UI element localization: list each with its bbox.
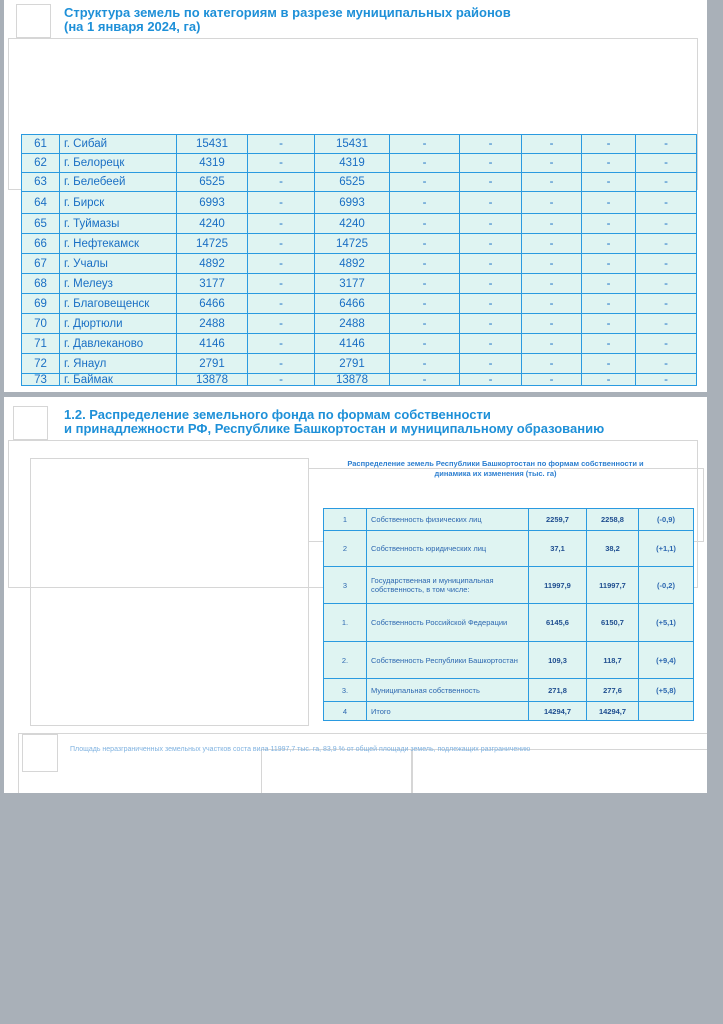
value-cell: - bbox=[460, 314, 522, 334]
value-cell: - bbox=[582, 374, 636, 386]
row-number: 71 bbox=[22, 334, 60, 354]
row-number: 72 bbox=[22, 354, 60, 374]
value-cell: 13878 bbox=[315, 374, 390, 386]
value-cell: - bbox=[460, 254, 522, 274]
value-cell: - bbox=[582, 354, 636, 374]
value-cell: - bbox=[390, 374, 460, 386]
value-prev: 2259,7 bbox=[529, 509, 587, 531]
value-prev: 14294,7 bbox=[529, 702, 587, 721]
ownership-label: Собственность юридических лиц bbox=[367, 531, 529, 567]
land-categories-table bbox=[21, 134, 697, 386]
value-cell: - bbox=[390, 135, 460, 154]
value-cell: - bbox=[460, 294, 522, 314]
change-value: (+1,1) bbox=[639, 531, 694, 567]
value-cell: - bbox=[248, 192, 315, 214]
value-cell: - bbox=[460, 274, 522, 294]
value-cell: - bbox=[248, 135, 315, 154]
row-number: 2 bbox=[324, 531, 367, 567]
value-cell: - bbox=[390, 274, 460, 294]
value-cell: - bbox=[636, 154, 697, 173]
change-value: (+9,4) bbox=[639, 642, 694, 679]
table-row bbox=[22, 314, 697, 334]
value-cell: - bbox=[582, 135, 636, 154]
value-cell: - bbox=[522, 154, 582, 173]
value-curr: 277,6 bbox=[587, 679, 639, 702]
ownership-label: Собственность физических лиц bbox=[367, 509, 529, 531]
value-cell: - bbox=[460, 192, 522, 214]
district-name: г. Давлеканово bbox=[60, 334, 177, 354]
value-cell: 15431 bbox=[177, 135, 248, 154]
ownership-label: Итого bbox=[367, 702, 529, 721]
value-cell: - bbox=[636, 294, 697, 314]
value-curr: 14294,7 bbox=[587, 702, 639, 721]
value-cell: - bbox=[248, 314, 315, 334]
value-cell: - bbox=[460, 334, 522, 354]
ownership-table-caption bbox=[327, 459, 664, 479]
slide-2-title-line1: 1.2. Распределение земельного фонда по формам собственности bbox=[64, 407, 491, 422]
district-name: г. Баймак bbox=[60, 374, 177, 386]
value-cell: - bbox=[248, 334, 315, 354]
table-row bbox=[324, 679, 694, 702]
corner-decor-square bbox=[22, 734, 58, 772]
slide-1-title-line1: Структура земель по категориям в разрезе муниципальных районов bbox=[64, 5, 511, 20]
table-row bbox=[22, 374, 697, 386]
table-row bbox=[22, 274, 697, 294]
table-row bbox=[22, 254, 697, 274]
value-curr: 2258,8 bbox=[587, 509, 639, 531]
value-cell: - bbox=[460, 214, 522, 234]
value-cell: 6466 bbox=[177, 294, 248, 314]
value-prev: 37,1 bbox=[529, 531, 587, 567]
footer-frame bbox=[261, 749, 413, 793]
caption-line2: динамика их изменения (тыс. га) bbox=[434, 469, 557, 478]
value-cell: - bbox=[636, 192, 697, 214]
value-cell: - bbox=[582, 173, 636, 192]
value-cell: - bbox=[582, 274, 636, 294]
table-row bbox=[22, 294, 697, 314]
value-cell: - bbox=[522, 274, 582, 294]
value-cell: - bbox=[522, 334, 582, 354]
value-cell: 6525 bbox=[315, 173, 390, 192]
slide-1 bbox=[4, 0, 707, 392]
value-cell: 2488 bbox=[177, 314, 248, 334]
value-cell: 4240 bbox=[315, 214, 390, 234]
value-cell: - bbox=[460, 354, 522, 374]
row-number: 4 bbox=[324, 702, 367, 721]
value-cell: 14725 bbox=[315, 234, 390, 254]
table-row bbox=[324, 509, 694, 531]
value-cell: 6993 bbox=[315, 192, 390, 214]
ownership-label: Муниципальная собственность bbox=[367, 679, 529, 702]
value-cell: - bbox=[582, 314, 636, 334]
value-cell: 6466 bbox=[315, 294, 390, 314]
ownership-label: Государственная и муниципальная собственность, в том числе: bbox=[367, 567, 529, 604]
value-cell: 13878 bbox=[177, 374, 248, 386]
value-cell: 4319 bbox=[177, 154, 248, 173]
value-cell: - bbox=[582, 192, 636, 214]
value-cell: - bbox=[522, 173, 582, 192]
value-cell: - bbox=[460, 234, 522, 254]
row-number: 65 bbox=[22, 214, 60, 234]
district-name: г. Нефтекамск bbox=[60, 234, 177, 254]
district-name: г. Белебеей bbox=[60, 173, 177, 192]
value-cell: - bbox=[636, 214, 697, 234]
value-cell: 3177 bbox=[177, 274, 248, 294]
value-cell: - bbox=[248, 154, 315, 173]
value-cell: - bbox=[522, 314, 582, 334]
value-cell: - bbox=[460, 135, 522, 154]
value-cell: - bbox=[522, 294, 582, 314]
value-cell: - bbox=[582, 334, 636, 354]
value-cell: 2791 bbox=[177, 354, 248, 374]
table-row bbox=[22, 234, 697, 254]
value-cell: 3177 bbox=[315, 274, 390, 294]
slide-2-title-line2: и принадлежности РФ, Республике Башкортостан и муниципальному образованию bbox=[64, 421, 605, 436]
change-value: (+5,1) bbox=[639, 604, 694, 642]
row-number: 67 bbox=[22, 254, 60, 274]
value-cell: 4892 bbox=[177, 254, 248, 274]
value-cell: - bbox=[522, 234, 582, 254]
caption-line1: Распределение земель Республики Башкортостан по формам собственности и bbox=[347, 459, 644, 468]
row-number: 73 bbox=[22, 374, 60, 386]
value-curr: 11997,7 bbox=[587, 567, 639, 604]
district-name: г. Туймазы bbox=[60, 214, 177, 234]
row-number: 69 bbox=[22, 294, 60, 314]
value-cell: - bbox=[248, 374, 315, 386]
value-cell: - bbox=[390, 234, 460, 254]
row-number: 68 bbox=[22, 274, 60, 294]
value-cell: - bbox=[248, 254, 315, 274]
value-cell: - bbox=[390, 173, 460, 192]
district-name: г. Белорецк bbox=[60, 154, 177, 173]
district-name: г. Учалы bbox=[60, 254, 177, 274]
change-value: (-0,2) bbox=[639, 567, 694, 604]
value-cell: - bbox=[390, 294, 460, 314]
value-cell: - bbox=[248, 173, 315, 192]
value-cell: 2791 bbox=[315, 354, 390, 374]
value-cell: - bbox=[460, 374, 522, 386]
change-value bbox=[639, 702, 694, 721]
value-cell: - bbox=[248, 354, 315, 374]
value-cell: 4146 bbox=[177, 334, 248, 354]
district-name: г. Дюртюли bbox=[60, 314, 177, 334]
value-cell: - bbox=[636, 173, 697, 192]
row-number: 64 bbox=[22, 192, 60, 214]
district-name: г. Сибай bbox=[60, 135, 177, 154]
value-prev: 271,8 bbox=[529, 679, 587, 702]
row-number: 3. bbox=[324, 679, 367, 702]
value-cell: 4319 bbox=[315, 154, 390, 173]
corner-decor-square bbox=[16, 4, 51, 38]
value-cell: - bbox=[522, 254, 582, 274]
table-row bbox=[324, 642, 694, 679]
change-value: (+5,8) bbox=[639, 679, 694, 702]
table-row bbox=[22, 135, 697, 154]
row-number: 62 bbox=[22, 154, 60, 173]
slide-2-title bbox=[64, 408, 604, 436]
table-row bbox=[22, 214, 697, 234]
value-cell: 4240 bbox=[177, 214, 248, 234]
row-number: 70 bbox=[22, 314, 60, 334]
value-cell: - bbox=[248, 274, 315, 294]
corner-decor-square bbox=[13, 406, 48, 440]
row-number: 66 bbox=[22, 234, 60, 254]
value-cell: - bbox=[582, 254, 636, 274]
value-cell: - bbox=[522, 214, 582, 234]
value-cell: 2488 bbox=[315, 314, 390, 334]
value-cell: - bbox=[636, 314, 697, 334]
value-cell: - bbox=[390, 314, 460, 334]
row-number: 3 bbox=[324, 567, 367, 604]
table-row bbox=[22, 173, 697, 192]
table-row bbox=[324, 567, 694, 604]
value-cell: - bbox=[636, 234, 697, 254]
district-name: г. Благовещенск bbox=[60, 294, 177, 314]
value-cell: - bbox=[582, 214, 636, 234]
slide-1-title-line2: (на 1 января 2024, га) bbox=[64, 19, 201, 34]
district-name: г. Мелеуз bbox=[60, 274, 177, 294]
value-cell: - bbox=[248, 214, 315, 234]
value-cell: - bbox=[636, 254, 697, 274]
value-cell: - bbox=[636, 354, 697, 374]
value-cell: - bbox=[522, 374, 582, 386]
ownership-label: Собственность Российской Федерации bbox=[367, 604, 529, 642]
change-value: (-0,9) bbox=[639, 509, 694, 531]
value-curr: 118,7 bbox=[587, 642, 639, 679]
row-number: 61 bbox=[22, 135, 60, 154]
value-curr: 38,2 bbox=[587, 531, 639, 567]
value-cell: 4146 bbox=[315, 334, 390, 354]
footer-frame bbox=[411, 749, 707, 793]
value-cell: - bbox=[636, 374, 697, 386]
row-number: 1. bbox=[324, 604, 367, 642]
slide-2 bbox=[4, 397, 707, 793]
image-placeholder bbox=[30, 458, 309, 726]
value-cell: 4892 bbox=[315, 254, 390, 274]
value-cell: - bbox=[582, 234, 636, 254]
table-row bbox=[22, 192, 697, 214]
table-row bbox=[324, 604, 694, 642]
district-name: г. Бирск bbox=[60, 192, 177, 214]
value-cell: - bbox=[390, 214, 460, 234]
value-prev: 109,3 bbox=[529, 642, 587, 679]
district-name: г. Янаул bbox=[60, 354, 177, 374]
table-row bbox=[324, 531, 694, 567]
value-cell: - bbox=[522, 135, 582, 154]
value-cell: - bbox=[248, 234, 315, 254]
value-cell: - bbox=[636, 334, 697, 354]
value-cell: - bbox=[582, 154, 636, 173]
value-cell: - bbox=[636, 274, 697, 294]
ownership-table bbox=[323, 508, 694, 721]
value-cell: - bbox=[522, 192, 582, 214]
value-cell: 15431 bbox=[315, 135, 390, 154]
slide-1-title bbox=[64, 6, 511, 34]
value-cell: - bbox=[636, 135, 697, 154]
value-cell: - bbox=[390, 334, 460, 354]
table-row bbox=[22, 334, 697, 354]
row-number: 1 bbox=[324, 509, 367, 531]
value-cell: - bbox=[390, 354, 460, 374]
value-cell: - bbox=[582, 294, 636, 314]
value-cell: 14725 bbox=[177, 234, 248, 254]
value-cell: - bbox=[390, 154, 460, 173]
value-cell: - bbox=[460, 154, 522, 173]
value-cell: - bbox=[522, 354, 582, 374]
value-cell: - bbox=[390, 192, 460, 214]
table-row bbox=[22, 154, 697, 173]
value-cell: - bbox=[460, 173, 522, 192]
row-number: 2. bbox=[324, 642, 367, 679]
table-row bbox=[22, 354, 697, 374]
value-curr: 6150,7 bbox=[587, 604, 639, 642]
table-row bbox=[324, 702, 694, 721]
footnote: Площадь неразграниченных земельных участков соста вила 11997,7 тыс. га, 83,9 % от общей площади земель, подлежащих разграничению bbox=[70, 746, 531, 753]
value-cell: - bbox=[390, 254, 460, 274]
ownership-label: Собственность Республики Башкортостан bbox=[367, 642, 529, 679]
value-cell: 6993 bbox=[177, 192, 248, 214]
row-number: 63 bbox=[22, 173, 60, 192]
value-prev: 6145,6 bbox=[529, 604, 587, 642]
value-cell: - bbox=[248, 294, 315, 314]
value-prev: 11997,9 bbox=[529, 567, 587, 604]
value-cell: 6525 bbox=[177, 173, 248, 192]
